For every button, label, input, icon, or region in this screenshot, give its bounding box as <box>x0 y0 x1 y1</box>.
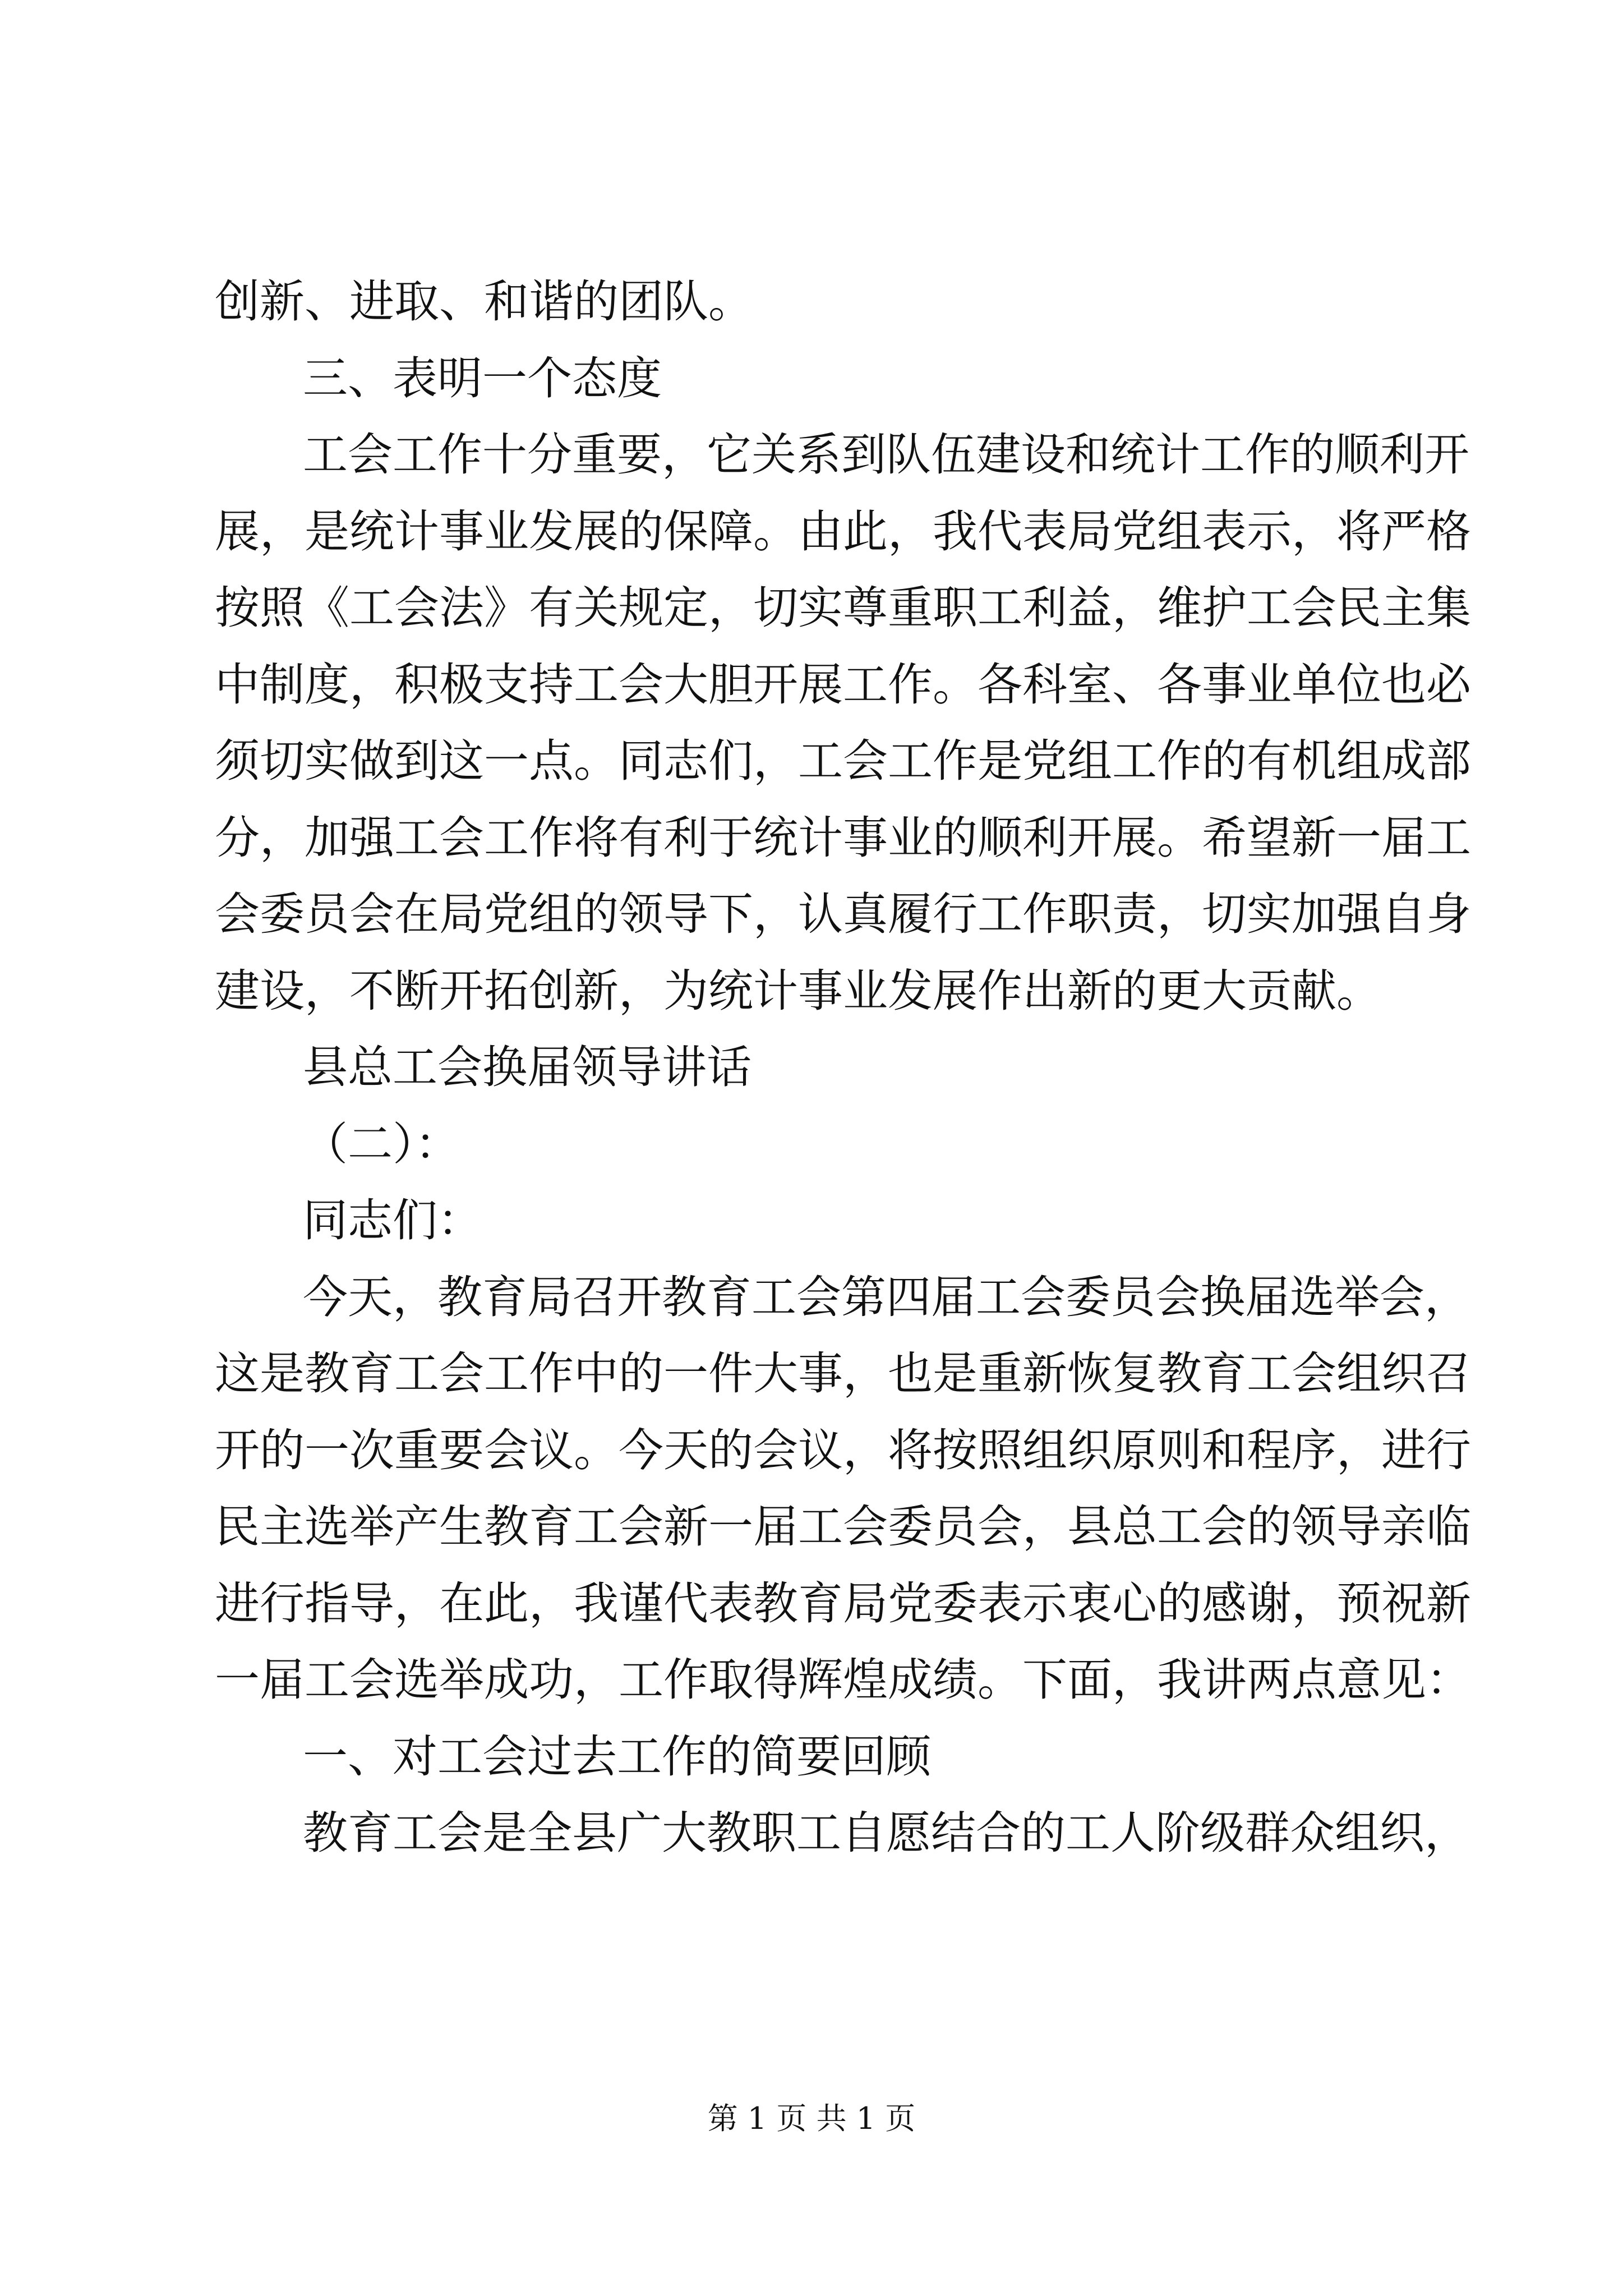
article-subtitle: （二）： <box>303 1117 460 1170</box>
salutation: 同志们： <box>303 1194 482 1246</box>
article-title: 县总工会换届领导讲话 <box>303 1041 751 1093</box>
section-heading: 三、表明一个态度 <box>303 352 662 404</box>
text-line: 今天，教育局召开教育工会第四届工会委员会换届选举会， <box>303 1271 1469 1323</box>
text-line: 须切实做到这一点。同志们，工会工作是党组工作的有机组成部 <box>215 735 1471 787</box>
document-body <box>215 264 1471 1872</box>
text-line: 建设，不断开拓创新，为统计事业发展作出新的更大贡献。 <box>215 964 1381 1017</box>
text-line: 一届工会选举成功，工作取得辉煌成绩。下面，我讲两点意见： <box>215 1654 1471 1706</box>
text-line: 教育工会是全县广大教职工自愿结合的工人阶级群众组织， <box>303 1807 1469 1859</box>
text-line: 按照《工会法》有关规定，切实尊重职工利益，维护工会民主集 <box>215 582 1471 634</box>
page-number-footer: 第 1 页 共 1 页 <box>707 2101 916 2136</box>
text-line: 展，是统计事业发展的保障。由此，我代表局党组表示，将严格 <box>215 505 1471 558</box>
section-heading: 一、对工会过去工作的简要回顾 <box>303 1730 931 1783</box>
text-line: 民主选举产生教育工会新一届工会委员会，县总工会的领导亲临 <box>215 1501 1471 1553</box>
text-line: 工会工作十分重要，它关系到队伍建设和统计工作的顺利开 <box>303 429 1469 481</box>
text-line: 创新、进取、和谐的团队。 <box>215 275 753 328</box>
text-line: 进行指导，在此，我谨代表教育局党委表示衷心的感谢，预祝新 <box>215 1577 1471 1630</box>
text-line: 这是教育工会工作中的一件大事，也是重新恢复教育工会组织召 <box>215 1347 1471 1400</box>
text-line: 分，加强工会工作将有利于统计事业的顺利开展。希望新一届工 <box>215 811 1471 864</box>
text-line: 中制度，积极支持工会大胆开展工作。各科室、各事业单位也必 <box>215 658 1471 711</box>
text-line: 开的一次重要会议。今天的会议，将按照组织原则和程序，进行 <box>215 1424 1471 1476</box>
text-line: 会委员会在局党组的领导下，认真履行工作职责，切实加强自身 <box>215 888 1471 940</box>
